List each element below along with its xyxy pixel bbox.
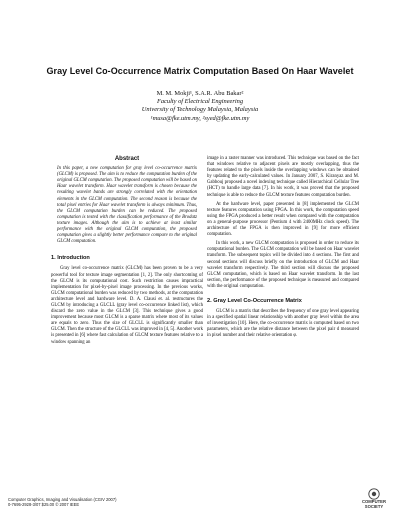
left-column <box>51 156 203 349</box>
abstract-body: In this paper, a new computation for gray level co-occurrence matrix (GLCM) is proposed. The aim is to reduce the computation burden of the original GLCM computation. The proposed computation will be based on Haar wavelet transform. Haar wavelet transform is chosen because the resulting wavelet bands are strongly correlated with the orientation elements in the GLCM computation. The second reason is because the total pixel entries for Haar wavelet transform is always minimum. Thus, the GLCM computation burden can be reduced. The proposed computation is tested with the classification performance of the Brodatz texture images. Although the aim is to achieve at least similar performance with the original GLCM computation, the proposed computation gives a slightly better performance compare to the original GLCM computation. <box>57 166 197 245</box>
affiliation-faculty: Faculty of Electrical Engineering <box>156 98 244 106</box>
glcm-heading: 2. Gray Level Co-Occurrence Matrix <box>207 297 302 304</box>
right-column <box>207 156 359 343</box>
logo-line-1: COMPUTER <box>362 499 386 504</box>
footer-isbn: 0-7695-2928-3/07 $25.00 © 2007 <box>8 502 69 508</box>
paper-title: Gray Level Co-Occurrence Matrix Computation Based On Haar Wavelet <box>46 66 354 76</box>
proposal-paragraph: In this work, a new GLCM computation is proposed in order to reduce its computational burden. The GLCM computation will be based on Haar wavelet transform. The subsequent topics will be divided into 4 sections. The first and second sections will discuss briefly on the introduction of GLCM and Haar wavelet transform respectively. The third section will discuss the proposed GLCM computation, which is based on Haar wavelet transform. In the last section, the performance of the proposed technique is measured and compared with the original computation. <box>207 241 359 289</box>
logo-line-2: SOCIETY <box>364 503 384 509</box>
intro-paragraph-continued: image in a raster manner was introduced. This technique was based on the fact that windows relative to adjacent pixels are mostly overlapping, thus the features related to the pixels inside the overlapping windows can be obtained by updating the early-calculated values. In January 2007, S. Kiranyaz and M. Gabbouj proposed a novel indexing technique called Hierarchical Cellular Tree (HCT) to handle large data [7]. In his work, it was proved that the proposed technique is able to reduce the GLCM texture features computation burden. <box>207 156 359 198</box>
footer-copyright <box>8 502 308 507</box>
intro-paragraph: Gray level co-occurrence matrix (GLCM) has been proven to be a very powerful tool for texture image segmentation [1, 2]. The only shortcoming of the GLCM is its computational cost. Such restriction causes impractical implementation for pixel-by-pixel image processing. In the previous works, GLCM computational burden was reduced by two methods, at the computation architecture level and hardware level. D. A. Clausi et. al. restructures the GLCM by introducing a GLCLL (gray level co-occurrence linked list), which discard the zero value in the GLCM [3]. This technique gives a good improvement because most GLCM is a sparse matrix where most of its values are equals to zero. Thus the size of GLCLL is significantly smaller than GLCM. Then the structure of the GLCLL was improved in [4, 5]. Another work is presented in [6] where fast calculation of GLCM texture features relative to a window spanning an <box>51 266 203 345</box>
page-footer <box>8 497 308 507</box>
author-block <box>0 90 400 123</box>
glcm-paragraph: GLCM is a matrix that describes the frequency of one gray level appearing in a specified spatial linear relationship with another gray level within the area of investigation [10]. Here, the co-occurrence matrix is computed based on two parameters, which are the relative distance between the pixel pair d measured in pixel number and their relative orientation φ. <box>207 309 359 339</box>
intro-heading: 1. Introduction <box>51 255 90 262</box>
abstract-heading: Abstract <box>114 156 140 162</box>
hardware-paragraph: At the hardware level, paper presented in [8] implemented the GLCM texture features computation using FPGA. In this work, the computation speed using the FPGA produced a better result when compared with the computation on a general-purpose processor (Pentium 4 with 2400MHz clock speed). The architecture of the FPGA is then improved in [9] for more efficient computation. <box>207 201 359 238</box>
computer-society-logo <box>352 488 396 516</box>
ieee-text: IEEE <box>69 502 80 508</box>
author-names: M. M. Mokji¹, S.A.R. Abu Bakar² <box>156 90 244 97</box>
footer-venue: Computer Graphics, Imaging and Visualisation (CGIV 2007) <box>8 497 117 502</box>
affiliation-university: University of Technology Malaysia, Malaysia <box>141 106 259 114</box>
author-emails: ¹musa@fke.utm.my, ²syed@fke.utm.my <box>150 114 250 122</box>
